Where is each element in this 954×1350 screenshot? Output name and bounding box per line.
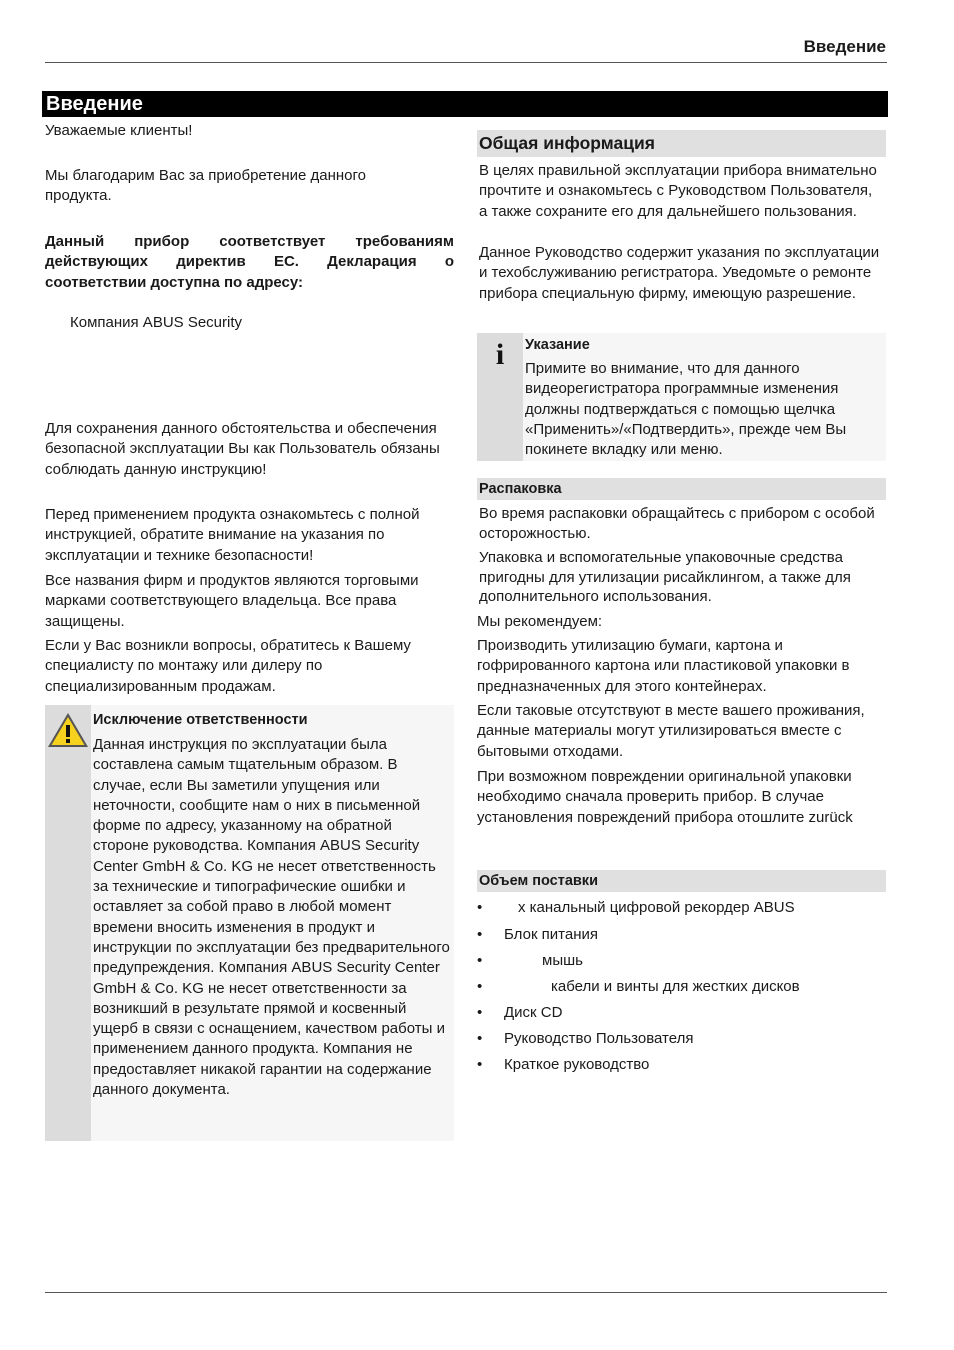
note-title: Указание — [525, 337, 590, 353]
list-item-text: Руководство Пользователя — [504, 1030, 694, 1047]
bullet: • — [477, 899, 483, 916]
list-item — [477, 951, 882, 977]
list-item-text: Диск CD — [504, 1004, 563, 1021]
unpacking-paragraph-6: При возможном повреждении оригинальной упаковки необходимо сначала проверить прибор. В случае установления повреждений прибора отошлите zurück — [477, 768, 853, 826]
disclaimer-title: Исключение ответственности — [93, 712, 308, 728]
list-item-text: Краткое руководство — [504, 1056, 650, 1073]
company-name: Компания ABUS Security — [70, 314, 243, 331]
info-icon — [490, 338, 510, 368]
footer-rule — [45, 1292, 887, 1293]
paragraph-before-use: Перед применением продукта ознакомьтесь с полной инструкцией, обратите внимание на указания по эксплуатации и технике безопасности! — [45, 506, 420, 564]
greeting: Уважаемые клиенты! — [45, 122, 193, 139]
paragraph-trademarks: Все названия фирм и продуктов являются торговыми марками соответствующего владельца. Все права защищены. — [45, 572, 419, 630]
list-item-text: мышь — [542, 952, 583, 969]
list-item — [477, 1029, 882, 1055]
unpacking-paragraph-1: Во время распаковки обращайтесь с прибором с особой осторожностью. — [479, 505, 875, 542]
running-header-title: Введение — [803, 37, 886, 56]
bullet: • — [477, 926, 483, 943]
bullet: • — [477, 1004, 483, 1021]
unpacking-paragraph-2: Упаковка и вспомогательные упаковочные средства пригодны для утилизации рисайклингом, а также для дополнительного использования. — [479, 549, 851, 605]
general-info-paragraph-1: В целях правильной эксплуатации прибора внимательно прочтите и ознакомьтесь с Руководством Пользователя, а также сохраните его для дальнейшего пользования. — [479, 162, 877, 220]
list-item — [477, 977, 882, 1003]
list-item-text: кабели и винты для жестких дисков — [551, 978, 800, 995]
warning-triangle-icon — [46, 711, 90, 749]
paragraph-questions: Если у Вас возникли вопросы, обратитесь к Вашему специалисту по монтажу или дилеру по специализированным продажам. — [45, 637, 411, 695]
unpacking-paragraph-4: Производить утилизацию бумаги, картона и гофрированного картона или пластиковой упаковки в предназначенных для этого контейнерах. — [477, 637, 850, 695]
bullet: • — [477, 1056, 483, 1073]
unpacking-heading: Распаковка — [477, 478, 886, 500]
list-item-text: Блок питания — [504, 926, 598, 943]
delivery-heading: Объем поставки — [477, 870, 886, 892]
note-text: Примите во внимание, что для данного видеорегистратора программные изменения должны подтверждаться с помощью щелчка «Применить»/«Подтвердить», прежде чем Вы покинете вкладку или меню. — [525, 360, 847, 459]
thanks-paragraph: Мы благодарим Вас за приобретение данного продукта. — [45, 167, 366, 205]
general-info-paragraph-2: Данное Руководство содержит указания по эксплуатации и техобслуживанию регистратора. Уведомьте о ремонте прибора специальную фирму, имеющую разрешение. — [479, 244, 880, 302]
list-item — [477, 925, 882, 951]
bullet: • — [477, 952, 483, 969]
disclaimer-text: Данная инструкция по эксплуатации была составлена самым тщательным образом. В случае, если Вы заметили упущения или неточности, сообщите нам о них в письменной форме по адресу, указанному на обратной стороне руководства. Компания ABUS Security Center GmbH & Co. KG не несет ответственность за технические и типографические ошибки и оставляет за собой право в любой момент времени вносить изменения в продукт и инструкции по эксплуатации без предварительного предупреждения. Компания ABUS Security Center GmbH & Co. KG не несет ответственности за возникший в результате прямой и косвенный ущерб в связи с оснащением, качеством работы и применением данного продукта. Компания не предоставляет никакой гарантии на содержание данного документа. — [93, 736, 450, 1099]
list-item — [477, 1003, 882, 1029]
general-info-heading: Общая информация — [477, 130, 886, 157]
conformity-paragraph: Данный прибор соответствует требованиям действующих директив ЕС. Декларация о соответствии доступна по адресу: — [45, 233, 454, 291]
disclaimer-icon-column — [45, 705, 91, 1141]
bullet: • — [477, 978, 483, 995]
bullet: • — [477, 1030, 483, 1047]
unpacking-paragraph-5: Если таковые отсутствуют в месте вашего проживания, данные материалы могут утилизироваться вместе с бытовыми отходами. — [477, 702, 865, 760]
paragraph-compliance: Для сохранения данного обстоятельства и обеспечения безопасной эксплуатации Вы как Пользователь обязаны соблюдать данную инструкцию! — [45, 420, 440, 478]
unpacking-recommend: Мы рекомендуем: — [477, 613, 603, 630]
list-item — [477, 1055, 882, 1081]
list-item-text: х канальный цифровой рекордер ABUS — [518, 899, 795, 916]
list-item — [477, 898, 882, 924]
header-rule — [45, 62, 887, 63]
svg-text:i: i — [495, 338, 505, 368]
section-title-bar: Введение — [42, 91, 888, 117]
